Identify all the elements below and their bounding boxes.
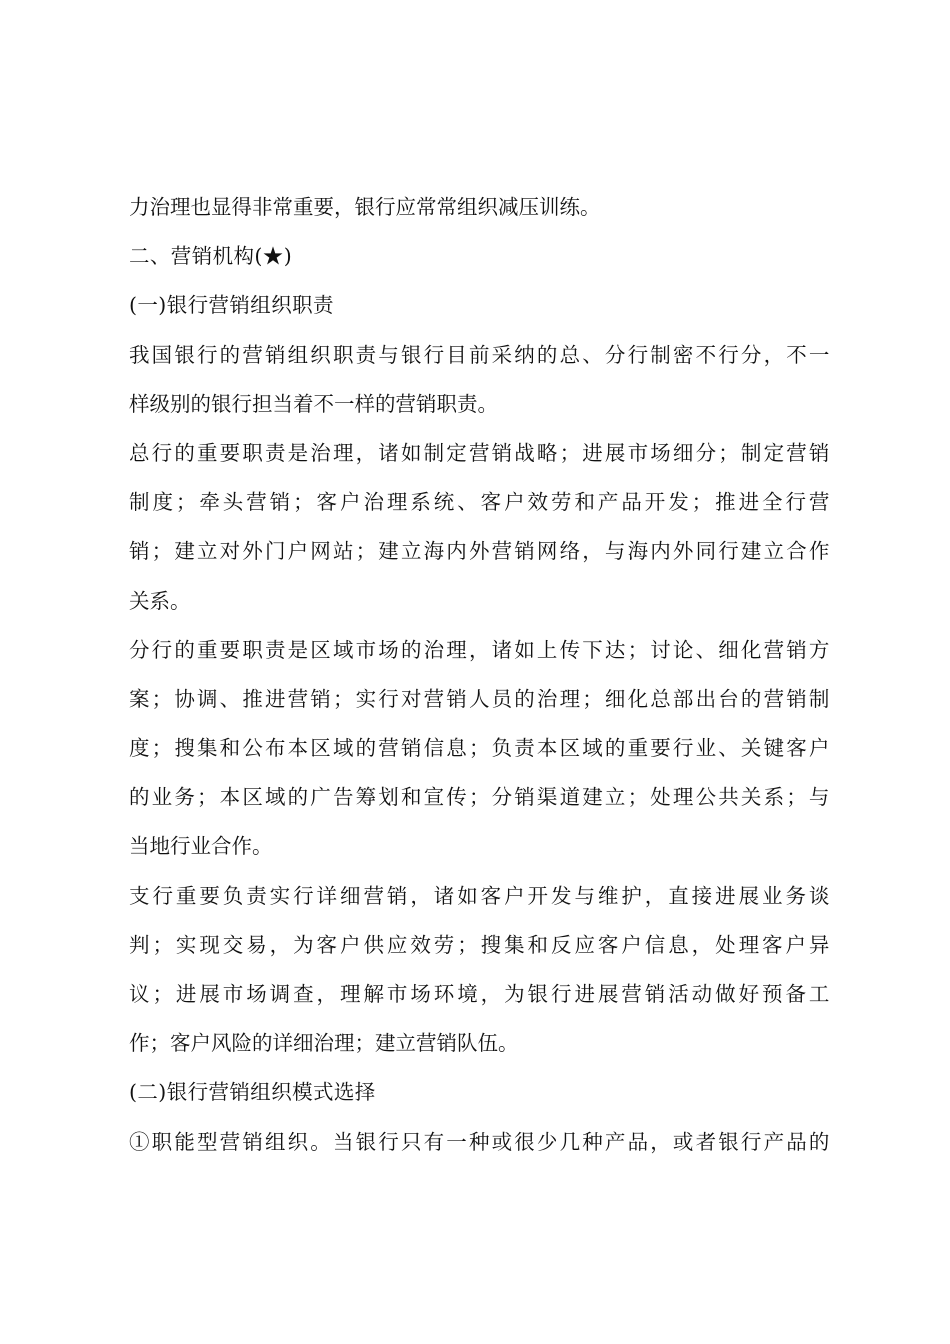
paragraph-line: 支行重要负责实行详细营销，诸如客户开发与维护，直接进展业务谈 — [129, 883, 830, 908]
paragraph-line: 关系。 — [129, 588, 191, 613]
subsection-heading: (一)银行营销组织职责 — [129, 293, 334, 318]
paragraph-line: ①职能型营销组织。当银行只有一种或很少几种产品，或者银行产品的 — [129, 1129, 830, 1154]
subsection-heading: (二)银行营销组织模式选择 — [129, 1080, 376, 1105]
paragraph-line: 议；进展市场调查，理解市场环境，为银行进展营销活动做好预备工 — [129, 982, 830, 1006]
paragraph-line: 判；实现交易，为客户供应效劳；搜集和反应客户信息，处理客户异 — [129, 932, 830, 957]
paragraph-line: 样级别的银行担当着不一样的营销职责。 — [129, 391, 498, 416]
section-heading: 二、营销机构(★) — [129, 244, 293, 269]
paragraph-line: 销；建立对外门户网站；建立海内外营销网络，与海内外同行建立合作 — [129, 539, 830, 564]
paragraph-line: 力治理也显得非常重要，银行应常常组织减压训练。 — [129, 195, 601, 219]
paragraph-line: 作；客户风险的详细治理；建立营销队伍。 — [129, 1031, 519, 1056]
paragraph-line: 度；搜集和公布本区域的营销信息；负责本区域的重要行业、关键客户 — [129, 736, 830, 761]
paragraph-line: 制度；牵头营销；客户治理系统、客户效劳和产品开发；推进全行营 — [129, 490, 830, 515]
document-body — [129, 183, 830, 1167]
paragraph-line: 分行的重要职责是区域市场的治理，诸如上传下达；讨论、细化营销方 — [129, 637, 830, 662]
paragraph-line: 的业务；本区域的广告筹划和宣传；分销渠道建立；处理公共关系；与 — [129, 785, 830, 810]
paragraph-line: 总行的重要职责是治理，诸如制定营销战略；进展市场细分；制定营销 — [129, 440, 830, 465]
paragraph-line: 我国银行的营销组织职责与银行目前采纳的总、分行制密不行分，不一 — [129, 342, 830, 367]
paragraph-line: 当地行业合作。 — [129, 834, 273, 859]
paragraph-line: 案；协调、推进营销；实行对营销人员的治理；细化总部出台的营销制 — [129, 686, 830, 711]
